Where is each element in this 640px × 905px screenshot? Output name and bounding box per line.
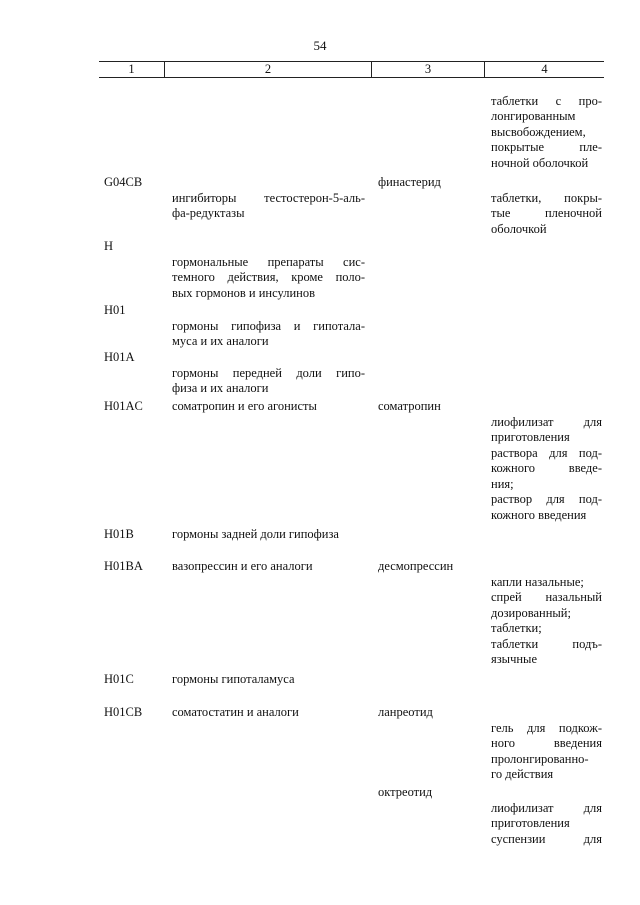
header-col-4: 4 (541, 62, 548, 76)
row-9-drug: ланреотид (378, 705, 433, 719)
row-5-code: H01AC (104, 399, 143, 413)
row-9-code: H01CB (104, 705, 143, 719)
page-number: 54 (313, 38, 327, 53)
row-7-drug: десмопрессин (378, 559, 454, 573)
row-1-code: G04CB (104, 175, 143, 189)
row-8-group: гормоны гипоталамуса (172, 672, 295, 686)
row-5-drug: соматропин (378, 399, 441, 413)
row-2-group: гормональные препараты сис- темного действия, кроме поло- вых гормонов и инсулинов (172, 254, 365, 300)
row-1-group: ингибиторы тестостерон-5-аль- фа-редуктазы (172, 190, 365, 220)
header-col-2: 2 (264, 62, 272, 76)
row-7-code: H01BA (104, 559, 143, 573)
row-4-code: H01A (104, 350, 135, 364)
row-6-group: гормоны задней доли гипофиза (172, 527, 339, 541)
row-7-group: вазопрессин и его аналоги (172, 559, 313, 573)
row-10-drug: октреотид (378, 785, 433, 799)
row-8-code: H01C (104, 672, 134, 686)
row-9-group: соматостатин и аналоги (172, 705, 299, 719)
row-2-code: H (104, 239, 114, 253)
row-1-forms: таблетки, покры- тые пленочной оболочкой (491, 190, 602, 236)
row-1-drug: финастерид (378, 175, 441, 189)
row-4-group: гормоны передней доли гипо- физа и их аналоги (172, 365, 365, 395)
row-5-group: соматропин и его агонисты (172, 399, 317, 413)
row-10-forms: лиофилизат для приготовления суспензии для (491, 800, 602, 846)
table-header (99, 61, 604, 78)
header-col-3: 3 (424, 62, 432, 76)
row-5-forms: лиофилизат для приготовления раствора для под- кожного введе- ния; раствор для под- кожного введения (491, 414, 602, 522)
row-0-forms: таблетки с про- лонгированным высвобождением, покрытые пле- ночной оболочкой (491, 93, 602, 170)
row-7-forms: капли назальные; спрей назальный дозированный; таблетки; таблетки подъ- язычные (491, 574, 602, 666)
row-3-code: H01 (104, 303, 126, 317)
row-6-code: H01B (104, 527, 134, 541)
header-col-1: 1 (128, 62, 135, 76)
row-9-forms: гель для подкож- ного введения пролонгированно- го действия (491, 720, 602, 781)
row-3-group: гормоны гипофиза и гипотала- муса и их аналоги (172, 318, 365, 348)
